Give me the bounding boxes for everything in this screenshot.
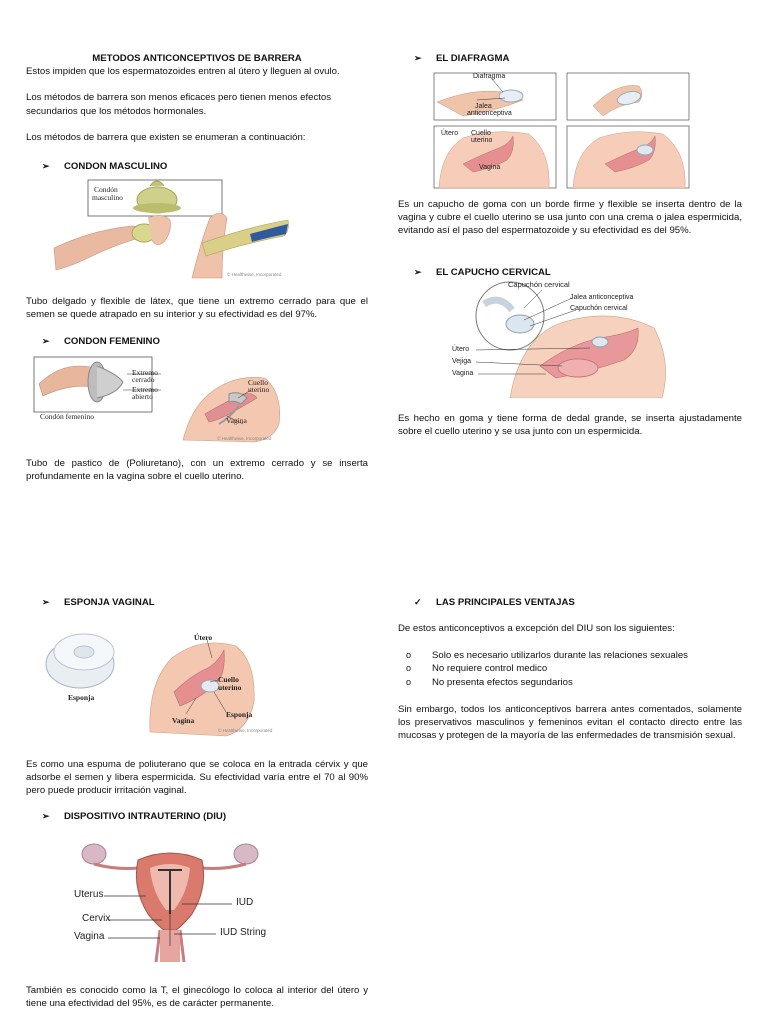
list-item <box>406 649 742 662</box>
ventajas-block <box>398 622 742 742</box>
list-item <box>406 662 742 675</box>
figure-label: Jalea <box>475 103 492 110</box>
circle-bullet-icon: o <box>406 650 412 661</box>
figure-label: Cervix <box>82 913 111 924</box>
heading-esponja <box>26 596 368 609</box>
arrow-bullet-icon: ➢ <box>42 811 50 821</box>
list-item <box>406 676 742 689</box>
arrow-bullet-icon: ➢ <box>414 53 422 63</box>
male-condom-figure <box>52 178 292 280</box>
figure-label: Esponja <box>68 693 95 702</box>
heading-ventajas <box>398 596 742 609</box>
arrow-bullet-icon: ➢ <box>42 161 50 171</box>
figure-label: uterino <box>248 385 270 394</box>
figure-label: Vagina <box>172 716 195 725</box>
heading-diu <box>26 810 368 823</box>
cervical-cap-illustration <box>440 280 670 398</box>
figure-label: uterino <box>218 683 242 692</box>
heading-condon-femenino <box>26 335 368 348</box>
figure-label: Útero <box>452 346 470 353</box>
figure-label: abierto <box>132 392 153 401</box>
figure-label: Vagina <box>226 416 247 425</box>
section-heading: ESPONJA VAGINAL <box>64 597 155 608</box>
figure-label: cerrado <box>132 375 155 384</box>
figure-label: IUD String <box>220 927 267 938</box>
intro-block <box>26 52 368 144</box>
image-credit: © Healthwise, Incorporated <box>217 436 272 441</box>
iud-figure <box>46 834 296 962</box>
condon-femenino-text: Tubo de pastico de (Poliuretano), con un extremo cerrado y se inserta profundamente en la vagina sobre el cuello uterino. <box>26 458 368 483</box>
figure-label: Jalea anticonceptiva <box>570 294 634 301</box>
section-heading: EL DIAFRAGMA <box>436 53 510 64</box>
heading-capucho <box>398 266 742 279</box>
figure-label: Útero <box>441 130 459 137</box>
ventajas-list <box>398 649 742 689</box>
figure-label: uterino <box>471 137 493 144</box>
figure-label: Esponja <box>226 710 253 719</box>
diafragma-text: Es un capucho de goma con un borde firme y flexible se inserta dentro de la vagina y cubre el cuello uterino se usa junto con una crema o jalea espermicida, evitando así el paso del espermatozoide y su efectividad es del 95%. <box>398 199 742 237</box>
esponja-text: Es como una espuma de poliuterano que se coloca en la entrada cérvix y que adsorbe el semen y libera espermicida. Su efectividad varía entre el 70 al 90% pero puede producir irritación vaginal. <box>26 759 368 797</box>
image-credit: © Healthwise, Incorporated <box>227 272 282 277</box>
figure-label: IUD <box>236 897 254 908</box>
female-condom-figure <box>33 354 283 444</box>
capucho-text: Es hecho en goma y tiene forma de dedal grande, se inserta ajustadamente sobre el cuello uterino y se usa junto con un espermicida. <box>398 413 742 438</box>
section-heading: CONDON MASCULINO <box>64 161 168 172</box>
intro-paragraph-2: Los métodos de barrera son menos eficaces pero tienen menos efectos secundarios que los métodos hormonales. <box>26 92 332 117</box>
diu-text: También es conocido como la T, el ginecólogo lo coloca al interior del útero y tiene una efectividad del 95%, es de carácter permanente. <box>26 985 368 1010</box>
male-condom-illustration <box>52 178 292 280</box>
figure-label: Vejiga <box>452 358 472 365</box>
intro-paragraph-3: Los métodos de barrera que existen se enumeran a continuación: <box>26 131 306 143</box>
sponge-figure <box>40 622 272 740</box>
figure-label: Cuello <box>248 378 268 387</box>
arrow-bullet-icon: ➢ <box>414 267 422 277</box>
condon-masculino-text: Tubo delgado y flexible de látex, que tiene un extremo cerrado para que el semen se quede atrapado en su interior y su efectividad es del 97%. <box>26 296 368 321</box>
figure-label: Condón <box>94 185 118 194</box>
figure-label: Extremo <box>132 368 158 377</box>
section-heading: EL CAPUCHO CERVICAL <box>436 267 551 278</box>
ventajas-text: Sin embargo, todos los anticonceptivos barrera antes comentados, solamente los preservativos masculinos y femeninos evitan el contacto directo entre las mucosas y protegen de la mayoría de las enfermedades de transmisión sexual. <box>398 703 742 742</box>
list-item-text: Solo es necesario utilizarlos durante las relaciones sexuales <box>432 650 688 662</box>
image-credit: © Healthwise, Incorporated <box>218 728 273 733</box>
list-item-text: No presenta efectos segundarios <box>432 676 573 688</box>
figure-label: Vagina <box>452 370 474 377</box>
figure-label: Capuchón cervical <box>570 305 628 312</box>
figure-label: Condón femenino <box>40 412 94 421</box>
arrow-bullet-icon: ➢ <box>42 597 50 607</box>
document-title: METODOS ANTICONCEPTIVOS DE BARRERA <box>92 53 302 64</box>
section-heading: LAS PRINCIPALES VENTAJAS <box>436 597 575 608</box>
figure-label: anticonceptiva <box>467 110 512 117</box>
heading-condon-masculino <box>26 160 368 173</box>
intro-paragraph-1: Estos impiden que los espermatozoides entren al útero y lleguen al ovulo. <box>26 66 340 78</box>
diaphragm-figure <box>433 72 691 190</box>
figure-label: Útero <box>194 633 213 642</box>
figure-label: Vagina <box>74 931 105 942</box>
circle-bullet-icon: o <box>406 676 412 687</box>
female-condom-illustration <box>33 354 283 444</box>
figure-label: Cuello <box>471 130 491 137</box>
figure-label: masculino <box>92 193 123 202</box>
list-item-text: No requiere control medico <box>432 663 548 675</box>
figure-label: Cuello <box>218 675 239 684</box>
figure-label: Uterus <box>74 889 104 900</box>
section-heading: CONDON FEMENINO <box>64 336 160 347</box>
check-icon: ✓ <box>414 597 422 607</box>
heading-diafragma <box>398 52 742 65</box>
figure-label: Diafragma <box>473 73 506 80</box>
figure-label: Extremo <box>132 385 158 394</box>
figure-label: Vagina <box>479 164 501 171</box>
circle-bullet-icon: o <box>406 663 412 674</box>
figure-label: Capuchón cervical <box>508 280 570 289</box>
cervical-cap-figure <box>440 280 670 398</box>
section-heading: DISPOSITIVO INTRAUTERINO (DIU) <box>64 811 227 822</box>
ventajas-intro: De estos anticonceptivos a excepción del DIU son los siguientes: <box>398 623 675 634</box>
arrow-bullet-icon: ➢ <box>42 336 50 346</box>
